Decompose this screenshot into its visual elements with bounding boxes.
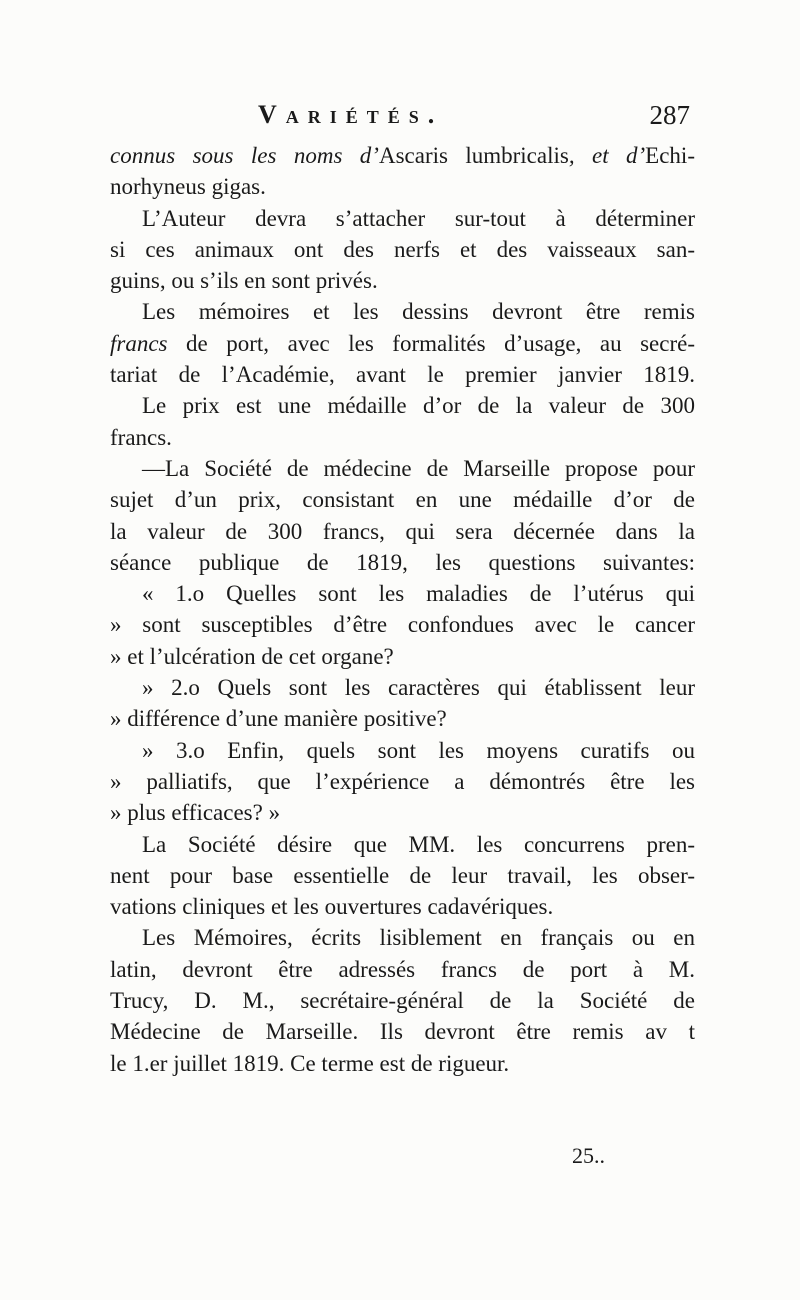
- text-line: [110, 453, 695, 484]
- text-span: , et d’: [568, 143, 646, 168]
- text-span: le 1.er juillet 1819. Ce terme est de rigueur.: [110, 1050, 510, 1076]
- text-line: [110, 484, 695, 515]
- text-line: [110, 1016, 695, 1047]
- text-line: [110, 578, 695, 609]
- text-span: —La Société de médecine de Marseille propose pour: [142, 455, 695, 481]
- text-line: [110, 359, 695, 390]
- text-span: » et l’ulcération de cet organe?: [110, 643, 394, 669]
- text-line: [110, 609, 695, 640]
- text-span: L’Auteur devra s’attacher sur-tout à déterminer: [142, 205, 695, 231]
- text-span: « 1.o Quelles sont les maladies de l’utérus qui: [142, 581, 695, 607]
- text-span: nent pour base essentielle de leur travail, les obser-: [110, 862, 695, 888]
- text-line: [110, 703, 695, 734]
- text-line: [110, 1048, 695, 1079]
- text-span: latin, devront être adressés francs de port à M.: [110, 956, 695, 982]
- text-line: [110, 516, 695, 547]
- text-span: francs.: [110, 424, 172, 450]
- text-line: [110, 547, 695, 578]
- text-line: [110, 234, 695, 265]
- text-line: [110, 766, 695, 797]
- text-span: Trucy, D. M., secrétaire-général de la Société de: [110, 988, 695, 1014]
- text-line: [110, 390, 695, 421]
- text-line: [110, 171, 695, 202]
- text-span: séance publique de 1819, les questions suivantes:: [110, 549, 695, 575]
- text-line: [110, 203, 695, 234]
- text-span: la valeur de 300 francs, qui sera décernée dans la: [110, 518, 695, 544]
- text-line: [110, 735, 695, 766]
- text-span: vations cliniques et les ouvertures cadavériques.: [110, 894, 554, 920]
- text-span: sujet d’un prix, consistant en une médaille d’or de: [110, 487, 695, 513]
- text-span: de port, avec les formalités d’usage, au secré-: [167, 330, 695, 356]
- text-line: [110, 860, 695, 891]
- text-span: francs: [110, 330, 168, 356]
- text-line: [110, 891, 695, 922]
- text-span: si ces animaux ont des nerfs et des vaisseaux san-: [110, 236, 695, 262]
- text-line: [110, 641, 695, 672]
- text-span: » plus efficaces? »: [110, 800, 281, 826]
- text-span: » palliatifs, que l’expérience a démontrés être les: [110, 768, 695, 794]
- text-span: guins, ou s’ils en sont privés.: [110, 268, 378, 294]
- text-span: Ascaris lumbricalis: [378, 143, 569, 168]
- body-text: [110, 140, 695, 1079]
- text-line: [110, 797, 695, 828]
- running-head: Variétés.: [258, 100, 444, 129]
- text-line: [110, 140, 695, 171]
- text-line: [110, 829, 695, 860]
- page-header: [110, 100, 700, 140]
- text-line: [110, 422, 695, 453]
- text-span: Les mémoires et les dessins devront être remis: [142, 299, 695, 325]
- text-line: [110, 954, 695, 985]
- text-line: [110, 265, 695, 296]
- text-span: Les Mémoires, écrits lisiblement en français ou en: [142, 925, 695, 951]
- text-span: norhyneus gigas.: [110, 174, 266, 200]
- text-line: [110, 922, 695, 953]
- text-span: Echi-: [645, 143, 695, 168]
- text-line: [110, 672, 695, 703]
- text-span: » sont susceptibles d’être confondues avec le cancer: [110, 612, 695, 638]
- text-span: connus sous les noms d’: [110, 143, 379, 168]
- text-span: » 2.o Quels sont les caractères qui établissent leur: [142, 675, 695, 701]
- text-span: Le prix est une médaille d’or de la valeur de 300: [142, 393, 695, 419]
- text-span: » différence d’une manière positive?: [110, 706, 447, 732]
- text-line: [110, 296, 695, 327]
- page-number: 287: [649, 100, 690, 130]
- text-span: La Société désire que MM. les concurrens pren-: [142, 831, 695, 857]
- text-span: Médecine de Marseille. Ils devront être remis av t: [110, 1019, 695, 1045]
- text-span: » 3.o Enfin, quels sont les moyens curatifs ou: [142, 737, 695, 763]
- text-span: tariat de l’Académie, avant le premier janvier 1819.: [110, 362, 695, 388]
- text-line: [110, 328, 695, 359]
- signature-mark: 25..: [572, 1143, 605, 1168]
- text-line: [110, 985, 695, 1016]
